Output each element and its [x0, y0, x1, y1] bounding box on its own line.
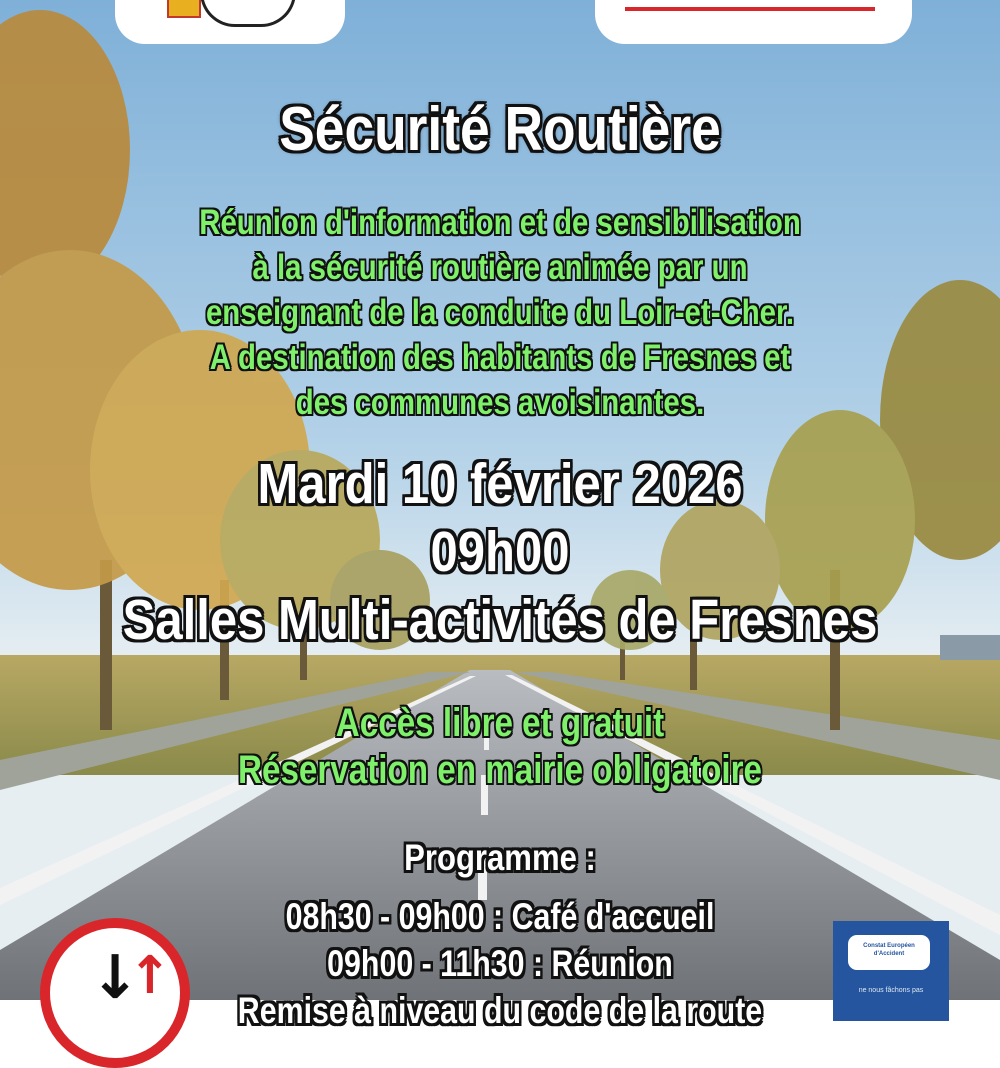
logo-red-bar: [625, 7, 875, 11]
constat-line1: Constat Européen: [863, 943, 915, 949]
arrow-up-icon: ↑: [128, 946, 172, 1006]
access-info: [85, 700, 915, 794]
commune-logo: [115, 0, 345, 44]
constat-line2: d'Accident: [873, 951, 905, 957]
priority-road-sign-icon: [40, 918, 190, 1068]
access-free: Accès libre et gratuit: [335, 701, 665, 745]
programme-item: 09h00 - 11h30 : Réunion: [327, 943, 673, 984]
event-date: Mardi 10 février 2026: [257, 452, 743, 516]
securite-routiere-logo: [595, 0, 912, 44]
intro-line: Réunion d'information et de sensibilisation: [199, 203, 801, 242]
event-details: [70, 450, 930, 654]
intro-line: des communes avoisinantes.: [295, 383, 705, 422]
programme-title: Programme :: [404, 837, 596, 878]
arrow-down-icon: ↓: [90, 943, 141, 1013]
programme-list: [90, 893, 910, 1034]
constat-badge-label: [848, 935, 930, 970]
intro-line: enseignant de la conduite du Loir-et-Cher.: [205, 293, 795, 332]
constat-tagline: ne nous fâchons pas: [858, 987, 924, 994]
crest-icon: [167, 0, 201, 18]
constat-badge: [833, 921, 949, 1021]
programme-item: Remise à niveau du code de la route: [237, 990, 763, 1031]
event-time: 09h00: [430, 520, 570, 584]
intro-line: à la sécurité routière animée par un: [252, 248, 748, 287]
event-place: Salles Multi-activités de Fresnes: [122, 588, 878, 652]
intro-line: A destination des habitants de Fresnes et: [209, 338, 791, 377]
intro-text: [80, 200, 920, 425]
programme-item: 08h30 - 09h00 : Café d'accueil: [285, 896, 715, 937]
shield-outline-icon: [200, 0, 296, 27]
access-reservation: Réservation en mairie obligatoire: [238, 748, 762, 792]
poster-title: Sécurité Routière: [279, 95, 721, 164]
